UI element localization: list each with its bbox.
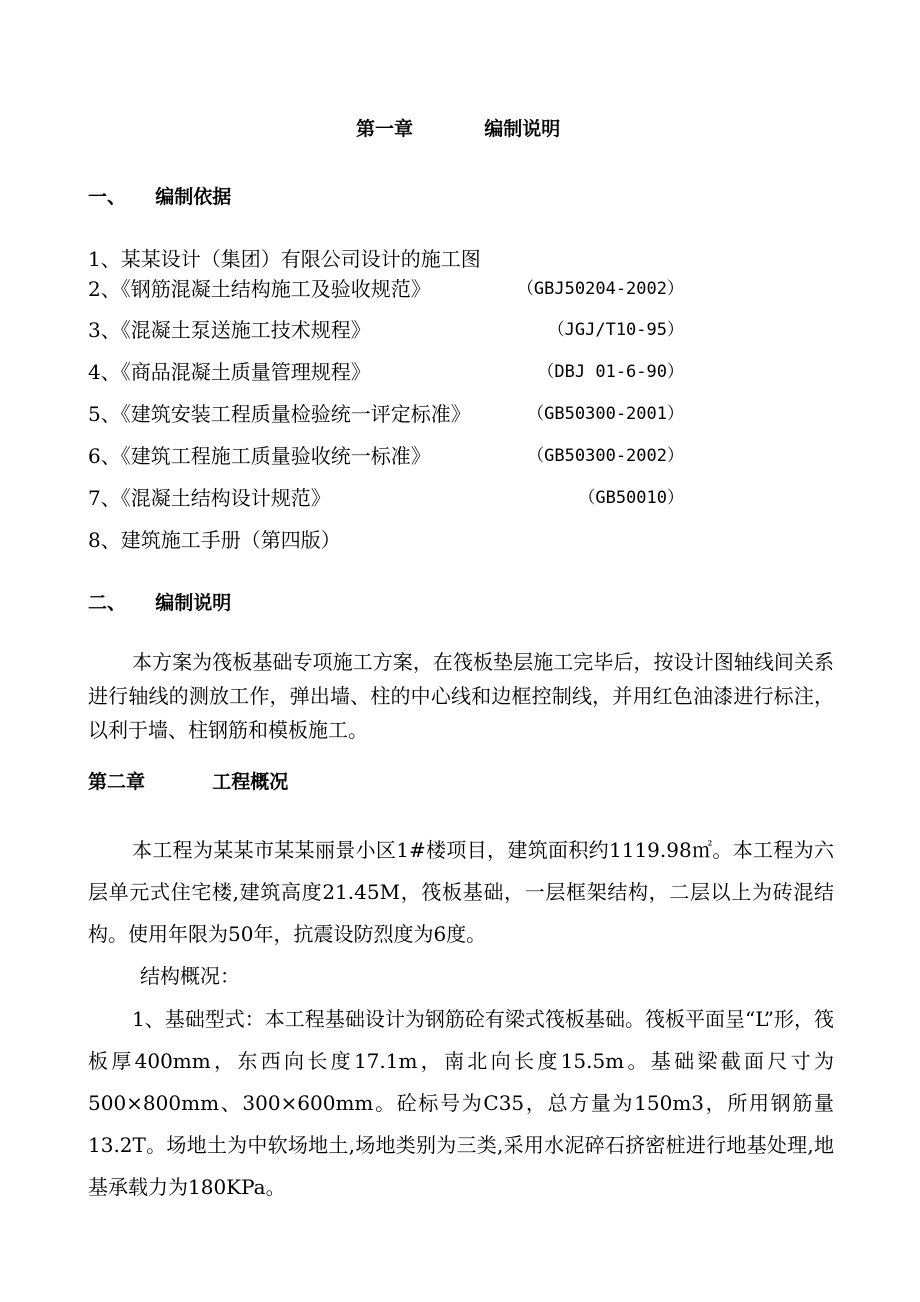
- reference-item-name: 8、建筑施工手册（第四版）: [88, 528, 341, 552]
- reference-item-name: 1、某某设计（集团）有限公司设计的施工图: [88, 247, 481, 271]
- reference-item-code: （GBJ50204-2002）: [516, 279, 684, 299]
- section2-title: 编制说明: [155, 592, 232, 614]
- reference-item-code: （GB50300-2002）: [527, 446, 684, 466]
- reference-item-name: 6、《建筑工程施工质量验收统一标准》: [88, 444, 431, 468]
- section1-title: 编制依据: [155, 186, 232, 208]
- reference-item-code: （GB50300-2001）: [527, 404, 684, 424]
- reference-item-name: 7、《混凝土结构设计规范》: [88, 486, 331, 510]
- reference-item-name: 2、《钢筋混凝土结构施工及验收规范》: [88, 277, 431, 301]
- reference-item-name: 5、《建筑安装工程质量检验统一评定标准》: [88, 402, 471, 426]
- reference-item-code: （DBJ 01-6-90）: [537, 362, 684, 382]
- structure-heading: 结构概况：: [140, 964, 240, 988]
- reference-item-name: 4、《商品混凝土质量管理规程》: [88, 360, 371, 384]
- chapter2-heading: [88, 769, 288, 795]
- chapter1-title: 编制说明: [484, 118, 561, 140]
- section1-heading: [88, 184, 231, 210]
- chapter2-number: 第二章: [88, 771, 146, 793]
- foundation-paragraph: 1、基础型式：本工程基础设计为钢筋砼有梁式筏板基础。筏板平面呈“L”形，筏板厚400mm，东西向长度17.1m，南北向长度15.5m。基础梁截面尺寸为500×800mm、300×600mm。砼标号为C35，总方量为150m3，所用钢筋量13.2T。场地土为中软场地土,场地类别为三类,采用水泥碎石挤密桩进行地基处理,地基承载力为180KPa。: [88, 1007, 834, 1199]
- chapter1-number: 第一章: [356, 118, 414, 140]
- overview-paragraph: 本工程为某某市某某丽景小区1#楼项目，建筑面积约1119.98㎡。本工程为六层单元式住宅楼,建筑高度21.45M，筏板基础，一层框架结构，二层以上为砖混结构。使用年限为50年，抗震设防烈度为6度。: [88, 838, 834, 946]
- section2-number: 二、: [88, 592, 127, 614]
- chapter2-title: 工程概况: [212, 771, 289, 793]
- reference-item-name: 3、《混凝土泵送施工技术规程》: [88, 318, 371, 342]
- section1-number: 一、: [88, 186, 127, 208]
- reference-item-code: （JGJ/T10-95）: [547, 320, 684, 340]
- reference-item-code: （GB50010）: [578, 488, 684, 508]
- section2-heading: [88, 590, 231, 616]
- chapter1-heading: [356, 116, 560, 142]
- section2-paragraph: 本方案为筏板基础专项施工方案，在筏板垫层施工完毕后，按设计图轴线间关系进行轴线的测放工作，弹出墙、柱的中心线和边框控制线，并用红色油漆进行标注，以利于墙、柱钢筋和模板施工。: [88, 650, 834, 742]
